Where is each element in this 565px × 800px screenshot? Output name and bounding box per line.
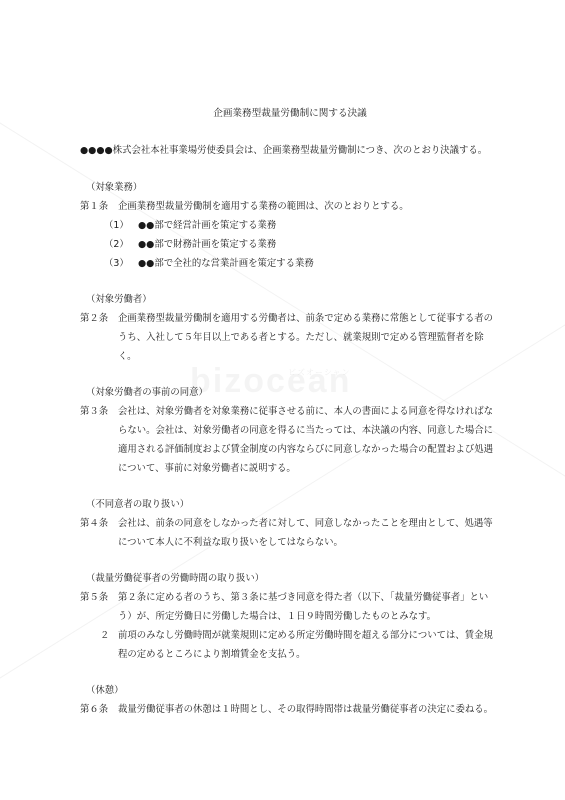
section-heading: （対象労働者の事前の同意） (86, 387, 208, 398)
item-text: ●●部で財務計画を策定する業務 (138, 239, 277, 250)
section-target-work (80, 178, 500, 273)
intro-paragraph: ●●●●株式会社本社事業場労使委員会は、企画業務型裁量労働制につき、次のとおり決議する。 (80, 145, 488, 156)
article-text: 企画業務型裁量労働制を適用する業務の範囲は、次のとおりとする。 (118, 201, 409, 212)
list-item (104, 254, 500, 273)
document-body (80, 104, 500, 736)
article-number: 第４条 (80, 518, 109, 529)
article (80, 197, 500, 216)
article-number: 第２条 (80, 313, 109, 324)
item-number: （1） (104, 220, 129, 231)
section-heading: （裁量労働従事者の労働時間の取り扱い） (86, 573, 265, 584)
section-target-workers (80, 290, 500, 366)
section-heading: （休憩） (86, 685, 124, 696)
item-text: ●●部で経営計画を策定する業務 (138, 220, 277, 231)
item-number: （2） (104, 239, 129, 250)
section-break (80, 681, 500, 719)
article-number: 第３条 (80, 406, 109, 417)
item-text: ●●部で全社的な営業計画を策定する業務 (138, 258, 314, 269)
watermark-kana: ビズオーシャン (288, 368, 351, 377)
article (80, 588, 500, 626)
article (80, 514, 500, 552)
sub-paragraph (80, 626, 500, 664)
article (80, 700, 500, 719)
article-text: 会社は、前条の同意をしなかった者に対して、同意しなかったことを理由として、処遇等について本人に不利益な取り扱いをしてはならない。 (118, 518, 493, 548)
article (80, 309, 500, 366)
list-item (104, 235, 500, 254)
article-text: 第２条に定める者のうち、第３条に基づき同意を得た者（以下、「裁量労働従事者」という）が、所定労働日に労働した場合は、１日９時間労働したものとみなす。 (118, 592, 489, 622)
article-text: 企画業務型裁量労働制を適用する労働者は、前条で定める業務に常態として従事する者のうち、入社して５年目以上である者とする。ただし、就業規則で定める管理監督者を除く。 (118, 313, 494, 362)
section-heading: （対象労働者） (86, 294, 152, 305)
article-number: 第６条 (80, 704, 109, 715)
section-heading: （不同意者の取り扱い） (86, 499, 190, 510)
article-text: 裁量労働従事者の休憩は１時間とし、その取得時間帯は裁量労働従事者の決定に委ねる。 (118, 704, 494, 715)
item-number: （3） (104, 258, 129, 269)
paragraph-text: 前項のみなし労働時間が就業規則に定める所定労働時間を超える部分については、賃金規程の定めるところにより割増賃金を支払う。 (118, 630, 493, 660)
list-item (104, 216, 500, 235)
article-number: 第１条 (80, 201, 109, 212)
section-working-hours (80, 569, 500, 664)
article (80, 402, 500, 478)
section-heading: （対象業務） (86, 182, 143, 193)
paragraph-number: ２ (100, 630, 110, 641)
article-text: 会社は、対象労働者を対象業務に従事させる前に、本人の書面による同意を得なければならない。会社は、対象労働者の同意を得るに当たっては、本決議の内容、同意した場合に適用される評価制度および賃金制度の内容ならびに同意しなかった場合の配置および処遇について、事前に対象労働者に説明する。 (118, 406, 494, 474)
document-title: 企画業務型裁量労働制に関する決議 (213, 108, 367, 119)
item-list (80, 216, 500, 273)
section-non-consent (80, 495, 500, 552)
article-number: 第５条 (80, 592, 109, 603)
section-prior-consent (80, 383, 500, 478)
